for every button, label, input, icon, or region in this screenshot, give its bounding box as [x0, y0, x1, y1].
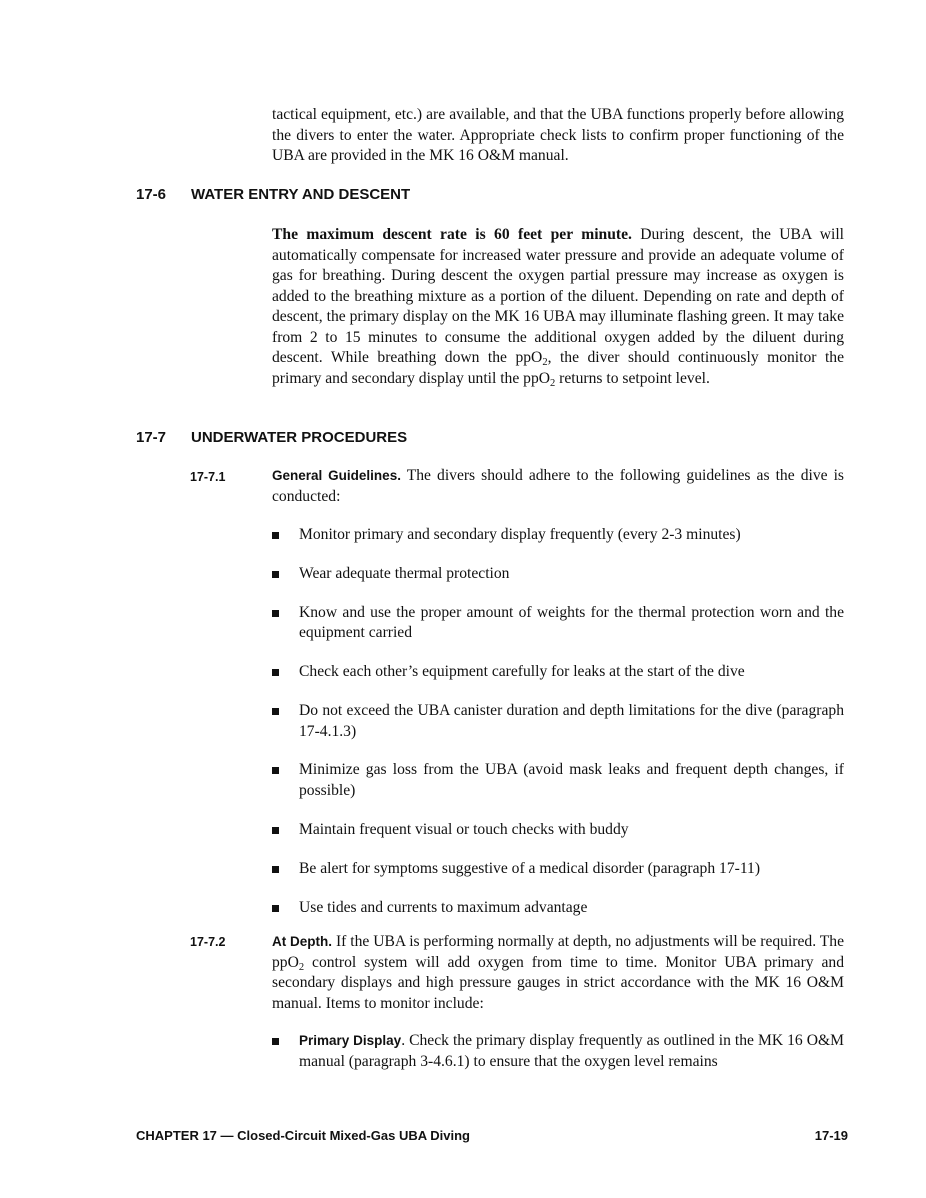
- guidelines-list: [272, 525, 844, 937]
- bullet-square-icon: [272, 866, 279, 873]
- bullet-square-icon: [272, 532, 279, 539]
- list-item: Do not exceed the UBA canister duration and depth limitations for the dive (paragraph 17-4.1.3): [272, 701, 844, 742]
- list-item: Wear adequate thermal protection: [272, 564, 844, 585]
- list-item: Use tides and currents to maximum advantage: [272, 898, 844, 919]
- bullet-square-icon: [272, 571, 279, 578]
- list-item: Monitor primary and secondary display frequently (every 2-3 minutes): [272, 525, 844, 546]
- primary-display-text: . Check the primary display frequently as outlined in the MK 16 O&M manual (paragraph 3-4.6.1) to ensure that the oxygen level remains: [299, 1032, 844, 1070]
- at-depth-text-a: If the UBA is performing normally at depth, no adjustments will be required. The ppO: [272, 933, 844, 971]
- list-item: Know and use the proper amount of weights for the thermal protection worn and the equipment carried: [272, 603, 844, 644]
- bullet-square-icon: [272, 708, 279, 715]
- section-title: WATER ENTRY AND DESCENT: [191, 186, 411, 203]
- monitor-items-list: [272, 1031, 844, 1090]
- list-item: [272, 1031, 844, 1072]
- bullet-square-icon: [272, 610, 279, 617]
- descent-rate-lead: The maximum descent rate is 60 feet per minute.: [272, 226, 632, 243]
- primary-display-lead: Primary Display: [299, 1033, 402, 1048]
- subsection-number-17-7-2: 17-7.2: [190, 935, 226, 949]
- list-item: Be alert for symptoms suggestive of a medical disorder (paragraph 17-11): [272, 859, 844, 880]
- list-item: Maintain frequent visual or touch checks with buddy: [272, 820, 844, 841]
- page-footer: [136, 1128, 848, 1143]
- chapter-title: CHAPTER 17 — Closed-Circuit Mixed-Gas UBA Diving: [136, 1128, 470, 1143]
- bullet-square-icon: [272, 767, 279, 774]
- bullet-square-icon: [272, 669, 279, 676]
- intro-paragraph: [272, 105, 844, 167]
- subscript-2: 2: [542, 357, 548, 368]
- section-number: 17-7: [136, 429, 167, 446]
- descent-text-a: During descent, the UBA will automatically compensate for increased water pressure and provide an adequate volume of gas for breathing. During descent the oxygen partial pressure may increase as oxygen is added to the breathing mixture as a portion of the diluent. Depending on rate and depth of descent, the primary display on the MK 16 UBA may illuminate flashing green. It may take from 2 to 15 minutes to consume the additional oxygen added by the diluent during descent. While breathing down the ppO: [272, 226, 844, 366]
- general-guidelines-paragraph: [272, 466, 844, 507]
- general-guidelines-text: The divers should adhere to the following guidelines as the dive is conducted:: [272, 467, 844, 505]
- subscript-2: 2: [298, 961, 305, 973]
- bullet-square-icon: [272, 827, 279, 834]
- bullet-square-icon: [272, 905, 279, 912]
- page-number: 17-19: [814, 1128, 848, 1143]
- section-heading-17-7: [136, 429, 407, 446]
- at-depth-paragraph: [272, 932, 844, 1014]
- list-item: Check each other’s equipment carefully for leaks at the start of the dive: [272, 662, 844, 683]
- subscript-2: 2: [550, 377, 556, 389]
- subsection-number-17-7-1: 17-7.1: [190, 470, 226, 484]
- section-heading-17-6: [136, 186, 410, 203]
- at-depth-text-b: control system will add oxygen from time to time. Monitor UBA primary and secondary displays and high pressure gauges in strict accordance with the MK 16 O&M manual. Items to monitor include:: [272, 953, 844, 1012]
- section-title: UNDERWATER PROCEDURES: [191, 429, 408, 446]
- intro-text: tactical equipment, etc.) are available, and that the UBA functions properly before allowing the divers to enter the water. Appropriate check lists to confirm proper functioning of the UBA are provided in the MK 16 O&M manual.: [272, 106, 844, 164]
- at-depth-lead: At Depth.: [272, 934, 333, 949]
- descent-text-c: returns to setpoint level.: [555, 369, 710, 387]
- section-number: 17-6: [136, 186, 167, 203]
- general-guidelines-lead: General Guidelines.: [272, 468, 401, 483]
- descent-paragraph: [272, 225, 844, 389]
- bullet-square-icon: [272, 1038, 279, 1045]
- list-item: Minimize gas loss from the UBA (avoid mask leaks and frequent depth changes, if possible): [272, 760, 844, 801]
- descent-text-b: , the diver should continuously monitor the primary and secondary display until the ppO: [272, 349, 844, 387]
